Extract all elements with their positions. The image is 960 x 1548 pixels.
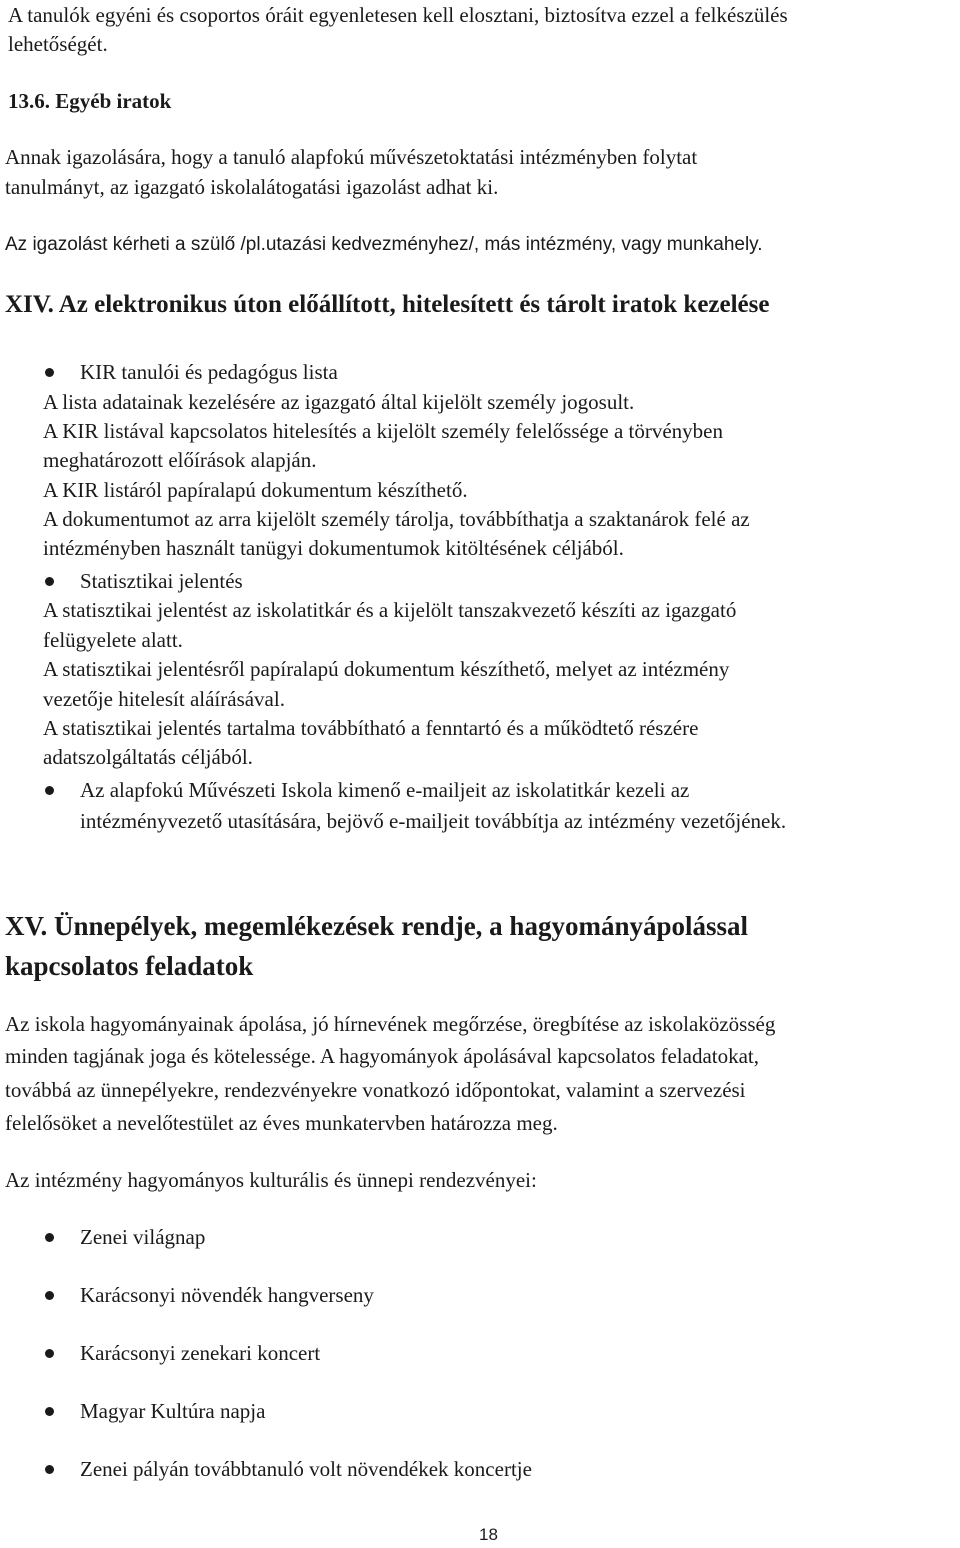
section-13-6-heading: 13.6. Egyéb iratok (8, 89, 172, 113)
event-item: Magyar Kultúra napja (80, 1399, 266, 1423)
email-item-line-1: Az alapfokú Művészeti Iskola kimenő e-mailjeit az iskolatitkár kezeli az (80, 778, 690, 802)
bullet-icon (45, 368, 54, 377)
event-item: Zenei világnap (80, 1225, 206, 1249)
section-xv-events-intro: Az intézmény hagyományos kulturális és ünnepi rendezvényei: (5, 1168, 537, 1192)
kir-line-6: intézményben használt tanügyi dokumentumok kitöltésének céljából. (43, 536, 624, 560)
bullet-icon (45, 1349, 54, 1358)
statistics-line-5: A statisztikai jelentés tartalma továbbítható a fenntartó és a működtető részére (43, 716, 699, 740)
kir-line-1: A lista adatainak kezelésére az igazgató által kijelölt személy jogosult. (43, 390, 635, 414)
kir-line-4: A KIR listáról papíralapú dokumentum készíthető. (43, 478, 468, 502)
email-item-line-2: intézményvezető utasítására, bejövő e-mailjeit továbbítja az intézmény vezetőjének. (80, 809, 787, 833)
bullet-icon (45, 1407, 54, 1416)
kir-line-3: meghatározott előírások alapján. (43, 448, 317, 472)
event-item: Karácsonyi zenekari koncert (80, 1341, 321, 1365)
section-xv-paragraph-line-3: továbbá az ünnepélyekre, rendezvényekre vonatkozó időpontokat, valamint a szervezési (5, 1078, 746, 1102)
section-xv-heading-line-2: kapcsolatos feladatok (5, 951, 254, 981)
statistics-line-4: vezetője hitelesít aláírásával. (43, 687, 285, 711)
section-xv-paragraph-line-2: minden tagjának joga és kötelessége. A hagyományok ápolásával kapcsolatos feladatokat, (5, 1044, 760, 1068)
statistics-line-2: felügyelete alatt. (43, 628, 183, 652)
section-xv-heading-line-1: XV. Ünnepélyek, megemlékezések rendje, a hagyományápolással (5, 911, 748, 941)
bullet-icon (45, 786, 54, 795)
bullet-icon (45, 1291, 54, 1300)
statistics-line-6: adatszolgáltatás céljából. (43, 745, 253, 769)
event-item: Karácsonyi növendék hangverseny (80, 1283, 374, 1307)
kir-line-2: A KIR listával kapcsolatos hitelesítés a kijelölt személy felelőssége a törvényben (43, 419, 723, 443)
intro-line-1: A tanulók egyéni és csoportos óráit egyenletesen kell elosztani, biztosítva ezzel a felkészülés (8, 3, 788, 27)
section-13-6-paragraph-line-1: Annak igazolására, hogy a tanuló alapfokú művészetoktatási intézményben folytat (5, 145, 698, 169)
event-item: Zenei pályán továbbtanuló volt növendékek koncertje (80, 1457, 532, 1481)
bullet-icon (45, 577, 54, 586)
bullet-icon (45, 1233, 54, 1242)
section-13-6-paragraph-2: Az igazolást kérheti a szülő /pl.utazási kedvezményhez/, más intézmény, vagy munkahely. (5, 234, 763, 255)
section-xiv-heading: XIV. Az elektronikus úton előállított, hitelesített és tárolt iratok kezelése (5, 291, 770, 318)
intro-line-2: lehetőségét. (8, 32, 108, 56)
page-number: 18 (479, 1525, 498, 1544)
bullet-icon (45, 1465, 54, 1474)
section-xv-paragraph-line-4: felelősöket a nevelőtestület az éves munkatervben határozza meg. (5, 1111, 558, 1135)
statistics-line-1: A statisztikai jelentést az iskolatitkár és a kijelölt tanszakvezető készíti az igazgató (43, 598, 737, 622)
statistics-line-3: A statisztikai jelentésről papíralapú dokumentum készíthető, melyet az intézmény (43, 657, 730, 681)
kir-list-item-label: KIR tanulói és pedagógus lista (80, 360, 338, 384)
section-xv-paragraph-line-1: Az iskola hagyományainak ápolása, jó hírnevének megőrzése, öregbítése az iskolaközösség (5, 1012, 776, 1036)
statistics-item-label: Statisztikai jelentés (80, 569, 243, 593)
kir-line-5: A dokumentumot az arra kijelölt személy tárolja, továbbíthatja a szaktanárok felé az (43, 507, 750, 531)
section-13-6-paragraph-line-2: tanulmányt, az igazgató iskolalátogatási igazolást adhat ki. (5, 175, 499, 199)
